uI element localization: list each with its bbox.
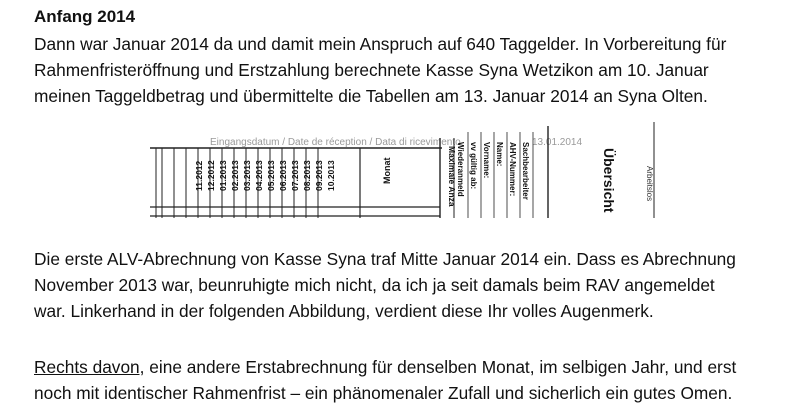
field-label: AHV-Nummer: xyxy=(508,142,517,197)
scanned-table-image xyxy=(150,118,655,220)
field-label: vv gültig ab: xyxy=(469,142,478,190)
field-labels xyxy=(456,132,533,218)
month-label: 12.2012 xyxy=(206,160,216,191)
month-label: 10.2013 xyxy=(326,160,336,191)
month-label: 09.2013 xyxy=(314,160,324,191)
month-label: 04.2013 xyxy=(254,160,264,191)
month-label: 11.2012 xyxy=(194,160,204,191)
field-label: Wiederanmeld xyxy=(456,142,465,197)
field-label: Name: xyxy=(495,142,504,167)
paragraph-line xyxy=(34,355,736,380)
month-label: 07.2013 xyxy=(290,160,300,191)
month-label: 08.2013 xyxy=(302,160,312,191)
col-monat-label: Monat xyxy=(382,157,392,184)
paragraph-line: meinen Taggeldbetrag und übermittelte die Tabellen am 13. Januar 2014 an Syna Olten. xyxy=(34,86,708,106)
section-heading: Anfang 2014 xyxy=(34,7,136,26)
stamp-text: Eingangsdatum / Date de réception / Data di ricevimento xyxy=(210,137,461,148)
scan-right-label: Arbeitslos xyxy=(645,166,654,202)
paragraph-line: Dann war Januar 2014 da und damit mein Anspruch auf 640 Taggelder. In Vorbereitung für xyxy=(34,34,727,54)
paragraph-line: Rahmenfristeröffnung und Erstzahlung berechnete Kasse Syna Wetzikon am 10. Januar xyxy=(34,60,709,80)
paragraph-line: war. Linkerhand in der folgenden Abbildung, verdient diese Ihr volles Augenmerk. xyxy=(34,301,654,321)
paragraph-line: November 2013 war, beunruhigte mich nicht, da ich ja seit damals beim RAV angemeldet xyxy=(34,275,715,295)
month-label: 06.2013 xyxy=(278,160,288,191)
month-label: 05.2013 xyxy=(266,160,276,191)
field-label: Vorname: xyxy=(482,142,491,179)
month-label: 03.2013 xyxy=(242,160,252,191)
field-label: Sachbearbeiter xyxy=(521,142,530,200)
paragraph-text: eine andere Erstabrechnung für denselben Monat, im selbigen Jahr, und erst xyxy=(144,357,737,377)
underlined-phrase: Rechts davon, xyxy=(34,357,145,377)
stamp-date: 13.01.2014 xyxy=(532,137,583,148)
paragraph-line: Die erste ALV-Abrechnung von Kasse Syna traf Mitte Januar 2014 ein. Dass es Abrechnung xyxy=(34,249,736,269)
paragraph-line: noch mit identischer Rahmenfrist – ein phänomenaler Zufall und sicherlich ein gutes Omen. xyxy=(34,383,733,403)
scan-title: Übersicht xyxy=(601,148,617,213)
month-label: 01.2013 xyxy=(218,160,228,191)
col-max-label: Maximale Anza xyxy=(447,146,457,207)
month-label: 02.2013 xyxy=(230,160,240,191)
